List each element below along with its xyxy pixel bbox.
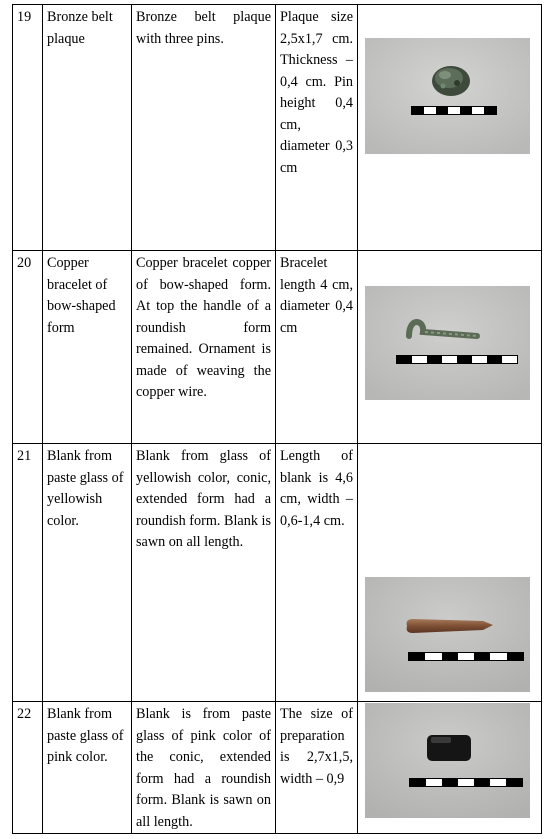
artifact-size-text: The size of preparation is 2,7x1,5, width – 0,9 — [280, 706, 353, 787]
artifact-name-text: Copper bracelet of bow-shaped form — [47, 255, 116, 336]
artifact-size — [276, 251, 358, 444]
table-row — [13, 444, 542, 702]
artifact-size — [276, 444, 358, 702]
table-row — [13, 5, 542, 251]
artifact-name — [43, 444, 132, 702]
artifact-description-text: Blank from glass of yellowish color, conic, extended form had a roundish form. Blank is sawn on all length. — [136, 448, 271, 550]
artifact-size — [276, 5, 358, 251]
artifact-name — [43, 702, 132, 834]
artifact-name — [43, 5, 132, 251]
row-number: 20 — [13, 251, 43, 444]
artifact-photo-cell — [358, 251, 542, 444]
artifact-description — [132, 251, 276, 444]
artifact-size-text: Bracelet length 4 cm, diameter 0,4 cm — [280, 255, 353, 336]
artifact-name-text: Blank from paste glass of pink color. — [47, 706, 124, 765]
bronze-plaque-photo — [365, 38, 530, 154]
row-number: 19 — [13, 5, 43, 251]
scale-bar — [408, 652, 524, 661]
artifact-description — [132, 702, 276, 834]
scale-bar — [396, 355, 518, 364]
artifact-catalog-table — [12, 4, 542, 834]
artifact-photo-cell — [358, 702, 542, 834]
artifact-name-text: Bronze belt plaque — [47, 9, 113, 47]
artifact-size-text: Plaque size 2,5x1,7 cm. Thickness – 0,4 cm. Pin height 0,4 cm, diameter 0,3 cm — [280, 9, 353, 176]
artifact-description-text: Bronze belt plaque with three pins. — [136, 9, 271, 47]
scale-bar — [409, 778, 523, 787]
table-row — [13, 702, 542, 834]
artifact-name-text: Blank from paste glass of yellowish color. — [47, 448, 124, 529]
row-number: 22 — [13, 702, 43, 834]
artifact-description-text: Copper bracelet copper of bow-shaped form. At top the handle of a roundish form remained. Ornament is made of weaving the copper wire. — [136, 255, 271, 400]
artifact-name — [43, 251, 132, 444]
artifact-photo-cell — [358, 5, 542, 251]
artifact-size-text: Length of blank is 4,6 cm, width – 0,6-1,4 cm. — [280, 448, 353, 529]
artifact-description — [132, 5, 276, 251]
artifact-description — [132, 444, 276, 702]
artifact-description-text: Blank is from paste glass of pink color of the conic, extended form had a roundish form. Blank is sawn on all length. — [136, 706, 271, 830]
copper-bracelet-photo — [365, 286, 530, 400]
table-row — [13, 251, 542, 444]
row-number: 21 — [13, 444, 43, 702]
pink-glass-blank-photo — [365, 703, 530, 818]
artifact-photo-cell — [358, 444, 542, 702]
scale-bar — [411, 106, 497, 115]
yellowish-glass-blank-photo — [365, 577, 530, 692]
artifact-size — [276, 702, 358, 834]
